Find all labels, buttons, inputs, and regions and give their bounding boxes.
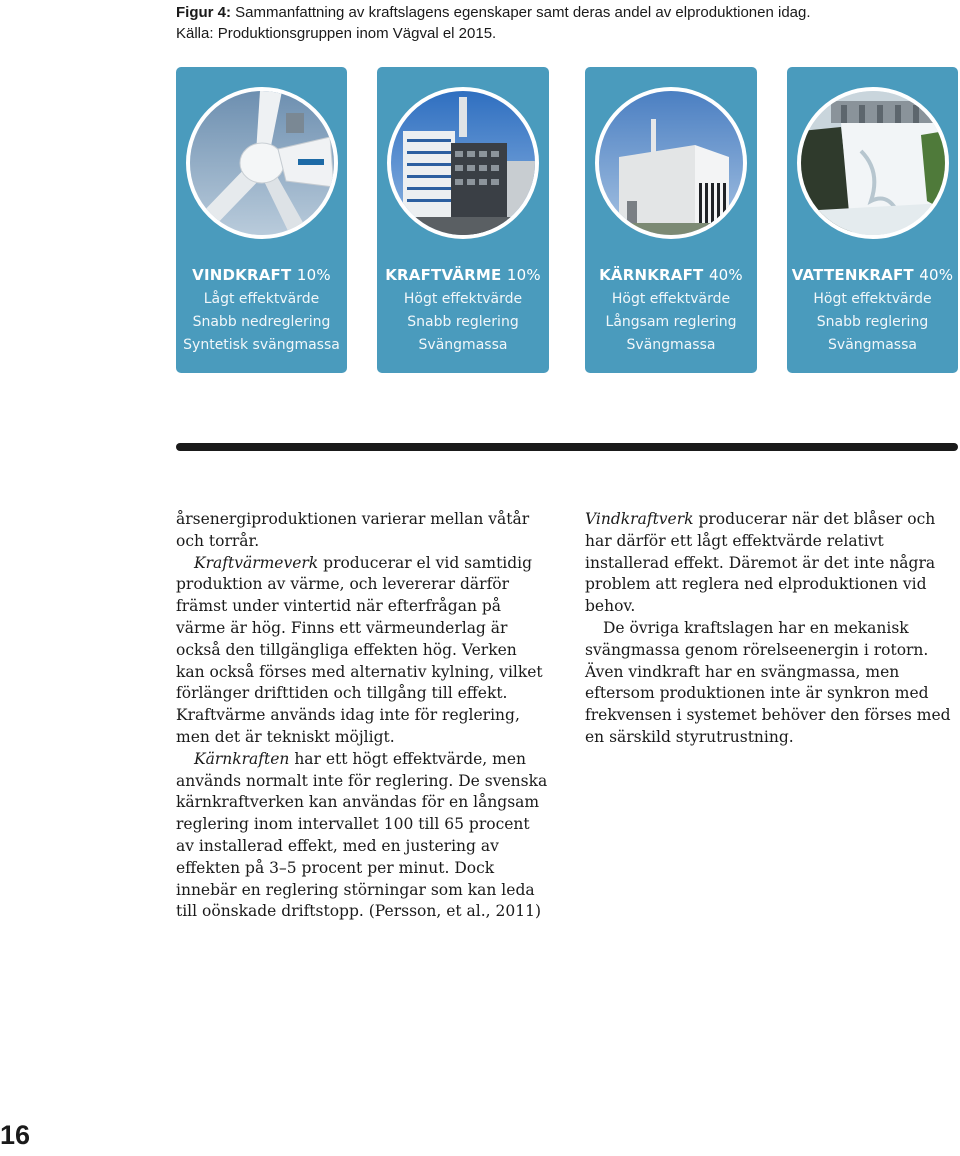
card-kraftvarme bbox=[377, 67, 549, 373]
card-line: Svängmassa bbox=[626, 337, 716, 353]
card-line: Högt effektvärde bbox=[611, 291, 731, 307]
card-line: Svängmassa bbox=[418, 337, 508, 353]
chp-plant-photo bbox=[387, 87, 539, 239]
card-line: Högt effektvärde bbox=[403, 291, 523, 307]
card-karnkraft bbox=[585, 67, 757, 373]
body-column-left bbox=[176, 509, 550, 923]
chp-plant-image bbox=[391, 91, 535, 235]
body-column-right bbox=[585, 509, 959, 749]
paragraph: årsenergiproduktionen varierar mellan våtår och torrår. bbox=[176, 510, 530, 550]
caption-line bbox=[176, 2, 936, 23]
card-line: Svängmassa bbox=[828, 337, 917, 353]
wind-turbine-image bbox=[190, 91, 334, 235]
section-divider bbox=[176, 443, 958, 451]
card-title: VATTENKRAFT 40% bbox=[791, 266, 954, 284]
term-emphasis: Kärnkraften bbox=[194, 749, 290, 768]
paragraph: Kärnkraften har ett högt effektvärde, men används normalt inte för reglering. De svenska kärnkraftverken kan användas för en långsam reglering inom intervallet 100 till 65 procent av installerad effekt, med en justering av effekten på 3–5 procent per minut. Dock innebär en reglering störningar som kan leda till oönskade driftstopp. (Persson, et al., 2011) bbox=[176, 749, 548, 921]
nuclear-plant-photo bbox=[595, 87, 747, 239]
page-number: 16 bbox=[0, 1120, 31, 1150]
card-line: Lågt effektvärde bbox=[203, 291, 320, 307]
paragraph: Vindkraftverk producerar när det blåser och har därför ett lågt effektvärde relativt installerad effekt. Däremot är det inte några problem att reglera ned elproduktionen vid behov. bbox=[585, 510, 936, 616]
card-line: Snabb nedreglering bbox=[192, 314, 331, 330]
nuclear-plant-image bbox=[599, 91, 743, 235]
figure-caption bbox=[176, 2, 936, 44]
card-title: KRAFTVÄRME 10% bbox=[385, 266, 541, 284]
card-line: Högt effektvärde bbox=[813, 291, 932, 307]
paragraph: De övriga kraftslagen har en mekanisk svängmassa genom rörelseenergin i rotorn. Även vindkraft har en svängmassa, men eftersom produktionen inte är synkron med frekvensen i systemet behöver den förses med en särskild styrutrustning. bbox=[585, 618, 951, 746]
term-emphasis: Kraftvärmeverk bbox=[194, 553, 319, 572]
card-line: Snabb reglering bbox=[816, 314, 929, 330]
caption-text: Sammanfattning av kraftslagens egenskaper samt deras andel av elproduktionen idag. bbox=[231, 4, 811, 21]
card-title: KÄRNKRAFT 40% bbox=[599, 266, 743, 284]
card-vindkraft bbox=[176, 67, 347, 373]
hydro-dam-photo bbox=[797, 87, 949, 239]
wind-turbine-photo bbox=[186, 87, 338, 239]
card-line: Långsam reglering bbox=[605, 314, 737, 330]
caption-label: Figur 4: bbox=[176, 4, 231, 21]
card-title: VINDKRAFT 10% bbox=[192, 266, 331, 284]
caption-source: Källa: Produktionsgruppen inom Vägval el 2015. bbox=[176, 25, 497, 42]
card-line: Syntetisk svängmassa bbox=[183, 337, 340, 353]
card-line: Snabb reglering bbox=[407, 314, 519, 330]
card-vattenkraft bbox=[787, 67, 958, 373]
term-emphasis: Vindkraftverk bbox=[585, 510, 694, 528]
hydro-dam-image bbox=[801, 91, 945, 235]
paragraph: Kraftvärmeverk producerar el vid samtidig produktion av värme, och levererar därför främst under vintertid när efterfrågan på värme är hög. Finns ett värmeunderlag är också den tillgängliga effekten hög. Verken kan också förses med alternativ kylning, vilket förlänger drifttiden och tillgång till effekt. Kraftvärme används idag inte för reglering, men det är tekniskt möjligt. bbox=[176, 553, 543, 746]
